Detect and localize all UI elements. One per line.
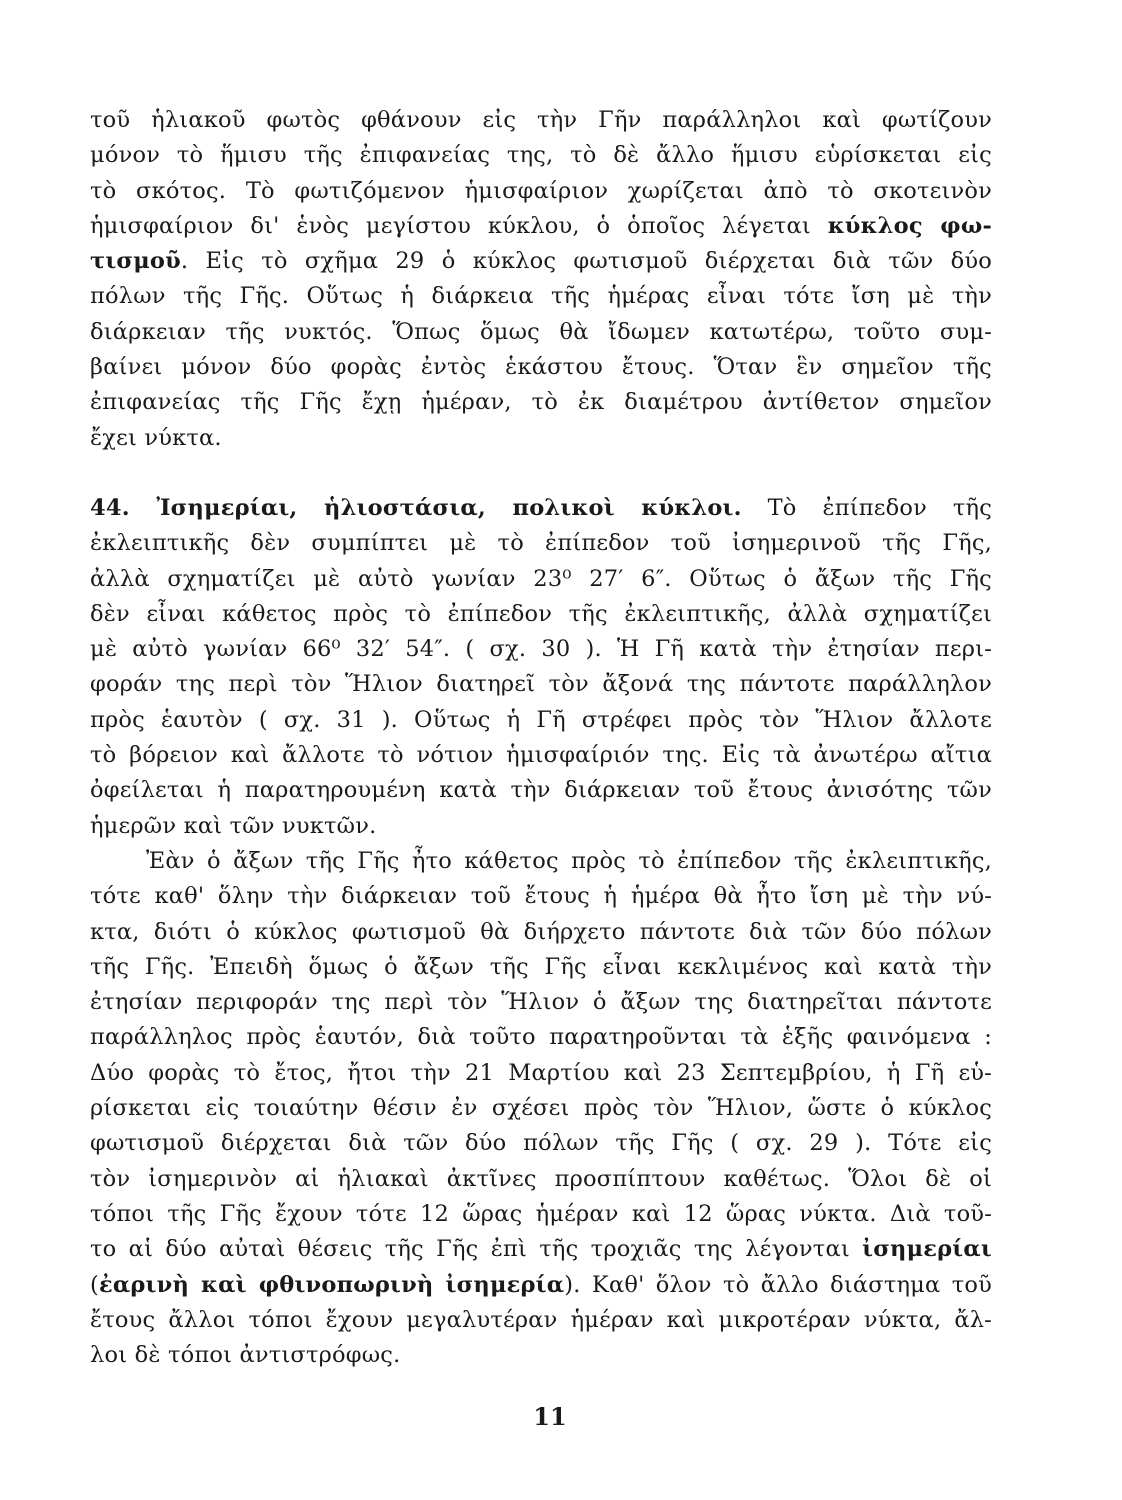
text-run: τὸν ἰσημερινὸν αἱ ἡλιακαὶ ἀκτῖνες προσπίπτουν καθέτως. Ὅλοι δὲ οἱ [90,1165,992,1192]
text-line [90,491,992,526]
text-line [90,1303,992,1338]
text-line [90,279,992,314]
text-line [90,1232,992,1267]
text-line [90,667,992,702]
text-line [90,385,992,420]
text-run: ). Καθ' ὅλον τὸ ἄλλο διάστημα τοῦ [564,1271,992,1298]
text-line [90,773,992,808]
text-line [90,421,992,456]
text-run: Ἐὰν ὁ ἄξων τῆς Γῆς ἦτο κάθετος πρὸς τὸ ἐπίπεδον τῆς ἐκλειπτικῆς, [146,847,992,874]
text-run: το αἱ δύο αὐταὶ θέσεις τῆς Γῆς ἐπὶ τῆς τροχιᾶς της λέγονται [90,1236,863,1263]
text-run: διάρκειαν τῆς νυκτός. Ὅπως ὅμως θὰ ἴδωμεν κατωτέρω, τοῦτο συμ- [90,318,992,345]
text-run: τὸ βόρειον καὶ ἄλλοτε τὸ νότιον ἡμισφαίριόν της. Εἰς τὰ ἀνωτέρω αἴτια [90,742,992,769]
text-run: τοῦ ἡλιακοῦ φωτὸς φθάνουν εἰς τὴν Γῆν παράλληλοι καὶ φωτίζουν [90,107,992,133]
text-line [90,844,992,879]
text-run: παράλληλος πρὸς ἑαυτόν, διὰ τοῦτο παρατηροῦνται τὰ ἑξῆς φαινόμενα : [90,1024,992,1051]
text-run: ἀλλὰ σχηματίζει μὲ αὐτὸ γωνίαν 23⁰ 27′ 6″. Οὕτως ὁ ἄξων τῆς Γῆς [90,565,992,592]
text-line [90,950,992,985]
text-line [90,597,992,632]
text-line [90,350,992,385]
text-line [90,1338,992,1373]
text-line [90,1268,992,1303]
text-run: ἡμισφαίριον δι' ἑνὸς μεγίστου κύκλου, ὁ ὁποῖος λέγεται [90,212,828,239]
text-line [90,209,992,244]
text-line [90,1162,992,1197]
text-line [90,809,992,844]
text-line [90,703,992,738]
text-run: ἐπιφανείας τῆς Γῆς ἔχῃ ἡμέραν, τὸ ἐκ διαμέτρου ἀντίθετον σημεῖον [90,389,992,416]
text-run: ἐτησίαν περιφοράν της περὶ τὸν Ἥλιον ὁ ἄξων της διατηρεῖται πάντοτε [90,989,992,1016]
text-line [90,879,992,914]
text-line [90,526,992,561]
text-run: τῆς Γῆς. Ἐπειδὴ ὅμως ὁ ἄξων τῆς Γῆς εἶναι κεκλιμένος καὶ κατὰ τὴν [90,953,992,980]
text-run: μὲ αὐτὸ γωνίαν 66⁰ 32′ 54″. ( σχ. 30 ). Ἡ Γῆ κατὰ τὴν ἐτησίαν περι- [90,636,992,663]
section-44-equinoxes-solstices [90,491,992,1373]
text-line [90,1197,992,1232]
text-line [90,174,992,209]
page-number: 11 [533,1402,567,1431]
text-line [90,1020,992,1055]
text-run: ἔτους ἄλλοι τόποι ἔχουν μεγαλυτέραν ἡμέραν καὶ μικροτέραν νύκτα, ἄλ- [90,1306,992,1333]
text-run: ( [90,1271,99,1298]
text-run: ρίσκεται εἰς τοιαύτην θέσιν ἐν σχέσει πρὸς τὸν Ἥλιον, ὥστε ὁ κύκλος [90,1095,992,1122]
bold-term: ἐαρινὴ καὶ φθινοπωρινὴ ἰσημερία [98,1271,565,1298]
text-line [90,138,992,173]
text-line [90,738,992,773]
text-line [90,632,992,667]
text-run: . Εἰς τὸ σχῆμα 29 ὁ κύκλος φωτισμοῦ διέρχεται διὰ τῶν δύο [180,248,992,275]
text-run: ὀφείλεται ἡ παρατηρουμένη κατὰ τὴν διάρκειαν τοῦ ἔτους ἀνισότης τῶν [90,777,992,804]
paragraph-illumination-circle [90,103,992,456]
text-run: ἡμερῶν καὶ τῶν νυκτῶν. [90,812,377,839]
text-line [90,1126,992,1161]
text-run: φοράν της περὶ τὸν Ἥλιον διατηρεῖ τὸν ἄξονά της πάντοτε παράλληλον [90,671,992,698]
text-line [90,244,992,279]
text-run: μόνον τὸ ἥμισυ τῆς ἐπιφανείας της, τὸ δὲ ἄλλο ἥμισυ εὑρίσκεται εἰς [90,142,992,169]
text-line [90,103,992,138]
text-run: τότε καθ' ὅλην τὴν διάρκειαν τοῦ ἔτους ἡ ἡμέρα θὰ ἦτο ἴση μὲ τὴν νύ- [90,883,992,910]
text-run: τόποι τῆς Γῆς ἔχουν τότε 12 ὥρας ἡμέραν καὶ 12 ὥρας νύκτα. Διὰ τοῦ- [90,1200,992,1227]
text-run: Τὸ ἐπίπεδον τῆς [741,495,992,521]
bold-term: ἰσημερίαι [862,1236,992,1263]
text-run: δὲν εἶναι κάθετος πρὸς τὸ ἐπίπεδον τῆς ἐκλειπτικῆς, ἀλλὰ σχηματίζει [90,600,992,627]
text-run: βαίνει μόνον δύο φορὰς ἐντὸς ἑκάστου ἔτους. Ὅταν ἓν σημεῖον τῆς [90,354,992,381]
text-line [90,1056,992,1091]
text-run: ἐκλειπτικῆς δὲν συμπίπτει μὲ τὸ ἐπίπεδον τοῦ ἰσημερινοῦ τῆς Γῆς, [90,530,992,557]
text-run: λοι δὲ τόποι ἀντιστρόφως. [90,1342,401,1369]
text-run: φωτισμοῦ διέρχεται διὰ τῶν δύο πόλων τῆς Γῆς ( σχ. 29 ). Τότε εἰς [90,1130,992,1157]
text-run: πρὸς ἑαυτὸν ( σχ. 31 ). Οὕτως ἡ Γῆ στρέφει πρὸς τὸν Ἥλιον ἄλλοτε [90,706,992,733]
text-run: ἔχει νύκτα. [90,424,222,451]
text-run: Δύο φορὰς τὸ ἔτος, ἤτοι τὴν 21 Μαρτίου καὶ 23 Σεπτεμβρίου, ἡ Γῆ εὑ- [90,1059,992,1086]
text-line [90,315,992,350]
text-line [90,915,992,950]
text-line [90,985,992,1020]
bold-term: 44. Ἰσημερίαι, ἡλιοστάσια, πολικοὶ κύκλοι. [90,495,742,521]
text-line [90,562,992,597]
text-line [90,1091,992,1126]
text-run: κτα, διότι ὁ κύκλος φωτισμοῦ θὰ διήρχετο πάντοτε διὰ τῶν δύο πόλων [90,918,992,945]
bold-term: τισμοῦ [90,248,181,275]
bold-term: κύκλος φω- [827,212,992,239]
text-run: πόλων τῆς Γῆς. Οὕτως ἡ διάρκεια τῆς ἡμέρας εἶναι τότε ἴση μὲ τὴν [90,283,992,310]
text-run: τὸ σκότος. Τὸ φωτιζόμενον ἡμισφαίριον χωρίζεται ἀπὸ τὸ σκοτεινὸν [90,177,992,204]
